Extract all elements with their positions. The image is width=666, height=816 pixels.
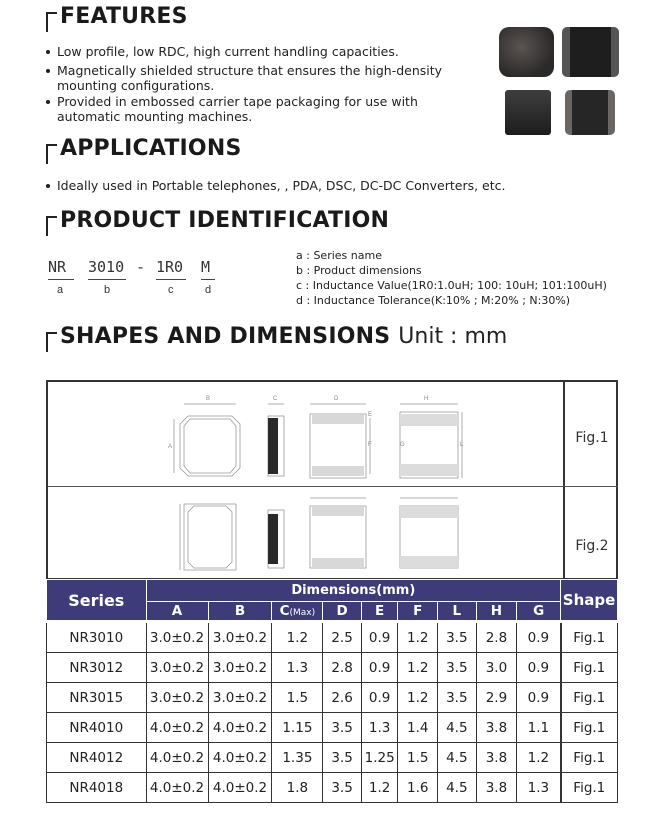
dimension-cell: 3.8 bbox=[476, 713, 517, 743]
dimension-cell: 3.5 bbox=[438, 683, 477, 713]
col-header: G bbox=[517, 602, 561, 622]
table-row bbox=[47, 773, 618, 803]
fig2-drawing bbox=[48, 490, 564, 576]
dimension-cell: 4.0±0.2 bbox=[146, 713, 208, 743]
identification-heading bbox=[46, 206, 389, 236]
dimension-cell: 1.5 bbox=[398, 743, 438, 773]
figure-separator bbox=[48, 486, 618, 487]
dimension-cell: 0.9 bbox=[361, 622, 398, 653]
dimensions-title: SHAPES AND DIMENSIONS bbox=[60, 324, 391, 349]
dimension-cell: 4.5 bbox=[438, 743, 477, 773]
dimension-cell: 4.0±0.2 bbox=[208, 773, 272, 803]
dimension-cell: 1.3 bbox=[517, 773, 561, 803]
dimension-cell: 3.0 bbox=[476, 653, 517, 683]
dim-letter: F bbox=[368, 442, 372, 448]
dimension-cell: 1.2 bbox=[517, 743, 561, 773]
dimension-cell: 0.9 bbox=[361, 653, 398, 683]
dimension-cell: 1.25 bbox=[361, 743, 398, 773]
code-label: c bbox=[168, 284, 174, 296]
dimension-cell: 1.3 bbox=[272, 653, 323, 683]
series-cell: NR3010 bbox=[47, 622, 147, 653]
fig2-label: Fig.2 bbox=[575, 538, 609, 554]
col-header: E bbox=[361, 602, 398, 622]
heading-bracket bbox=[46, 216, 57, 236]
heading-bracket bbox=[46, 12, 57, 32]
series-cell: NR4010 bbox=[47, 713, 147, 743]
identification-legend bbox=[296, 248, 607, 308]
dimension-cell: 3.0±0.2 bbox=[208, 653, 272, 683]
list-item: Ideally used in Portable telephones, , PDA, DSC, DC-DC Converters, etc. bbox=[46, 178, 606, 193]
heading-bracket bbox=[46, 332, 57, 352]
col-header-note: (Max) bbox=[289, 608, 316, 618]
dimension-cell: 1.2 bbox=[398, 622, 438, 653]
code-underline bbox=[201, 279, 215, 280]
dimension-cell: 4.0±0.2 bbox=[208, 713, 272, 743]
dim-letter: C bbox=[273, 396, 278, 402]
legend-item: a : Series name bbox=[296, 249, 382, 262]
code-underline bbox=[88, 279, 126, 280]
series-cell: NR3015 bbox=[47, 683, 147, 713]
dimension-cell: 3.8 bbox=[476, 773, 517, 803]
dimension-cell: 3.5 bbox=[323, 713, 362, 743]
inductor-photo bbox=[565, 90, 615, 135]
dimension-cell: 1.2 bbox=[398, 653, 438, 683]
dimension-cell: 4.0±0.2 bbox=[146, 743, 208, 773]
table-body bbox=[47, 622, 618, 803]
dimension-cell: 3.0±0.2 bbox=[146, 653, 208, 683]
legend-item: d : Inductance Tolerance(K:10% ; M:20% ; N:30%) bbox=[296, 294, 571, 307]
col-header: D bbox=[323, 602, 362, 622]
dimension-cell: 3.0±0.2 bbox=[208, 622, 272, 653]
dimension-cell: 1.15 bbox=[272, 713, 323, 743]
series-header: Series bbox=[47, 580, 147, 622]
dimension-cell: 1.2 bbox=[398, 683, 438, 713]
col-header: B bbox=[208, 602, 272, 622]
dim-letter: D bbox=[334, 396, 339, 402]
col-header-label: C bbox=[279, 603, 290, 619]
dimension-cell: 1.2 bbox=[361, 773, 398, 803]
series-cell: NR4012 bbox=[47, 743, 147, 773]
dimension-cell: 4.5 bbox=[438, 773, 477, 803]
shape-cell: Fig.1 bbox=[561, 653, 618, 683]
figure-box bbox=[46, 380, 618, 580]
fig1-drawing bbox=[48, 388, 564, 484]
winding-mark bbox=[268, 418, 278, 474]
series-cell: NR4018 bbox=[47, 773, 147, 803]
legend-item: c : Inductance Value(1R0:1.0uH; 100: 10uH; 101:100uH) bbox=[296, 279, 607, 292]
table-row bbox=[47, 713, 618, 743]
inductor-photo bbox=[562, 27, 619, 77]
list-item: Provided in embossed carrier tape packaging for use with automatic mounting machines. bbox=[46, 94, 427, 124]
code-underline bbox=[48, 279, 74, 280]
code-dimensions: 3010 bbox=[88, 258, 125, 276]
dimension-cell: 0.9 bbox=[517, 683, 561, 713]
shape-header: Shape bbox=[561, 580, 618, 622]
dim-letter: A bbox=[168, 444, 173, 450]
dimension-cell: 2.8 bbox=[323, 653, 362, 683]
heading-bracket bbox=[46, 144, 57, 164]
dim-letter: H bbox=[424, 396, 429, 402]
table-row bbox=[47, 743, 618, 773]
legend-item: b : Product dimensions bbox=[296, 264, 422, 277]
dimension-cell: 3.8 bbox=[476, 743, 517, 773]
applications-list bbox=[46, 178, 606, 193]
shape-cell: Fig.1 bbox=[561, 773, 618, 803]
code-tolerance: M bbox=[201, 258, 211, 276]
winding-mark bbox=[268, 514, 278, 564]
dimension-cell: 4.0±0.2 bbox=[208, 743, 272, 773]
dimension-cell: 2.8 bbox=[476, 622, 517, 653]
code-label: d bbox=[205, 284, 212, 296]
col-header: A bbox=[146, 602, 208, 622]
dimension-cell: 3.0±0.2 bbox=[146, 622, 208, 653]
inductor-photo bbox=[499, 27, 554, 77]
dimension-cell: 3.5 bbox=[323, 743, 362, 773]
dimension-cell: 1.4 bbox=[398, 713, 438, 743]
dimensions-header: Dimensions(mm) bbox=[146, 580, 561, 602]
dimension-cell: 1.1 bbox=[517, 713, 561, 743]
series-cell: NR3012 bbox=[47, 653, 147, 683]
inductor-photo bbox=[505, 90, 551, 135]
features-list bbox=[46, 44, 446, 124]
features-title: FEATURES bbox=[60, 4, 188, 29]
shape-cell: Fig.1 bbox=[561, 622, 618, 653]
dimension-cell: 3.5 bbox=[438, 622, 477, 653]
dimension-cell: 1.8 bbox=[272, 773, 323, 803]
col-header: H bbox=[476, 602, 517, 622]
code-underline bbox=[156, 279, 186, 280]
shape-cell: Fig.1 bbox=[561, 713, 618, 743]
dimension-cell: 3.5 bbox=[323, 773, 362, 803]
dimension-cell: 3.0±0.2 bbox=[208, 683, 272, 713]
dimensions-unit: Unit : mm bbox=[398, 324, 508, 349]
code-label: b bbox=[104, 284, 111, 296]
dimensions-table bbox=[46, 579, 618, 803]
dimension-cell: 1.6 bbox=[398, 773, 438, 803]
dimension-cell: 0.9 bbox=[361, 683, 398, 713]
table-row bbox=[47, 683, 618, 713]
list-item: Low profile, low RDC, high current handling capacities. bbox=[46, 44, 446, 59]
dimension-cell: 2.5 bbox=[323, 622, 362, 653]
dimension-cell: 3.0±0.2 bbox=[146, 683, 208, 713]
applications-title: APPLICATIONS bbox=[60, 136, 242, 161]
code-label: a bbox=[57, 284, 64, 296]
dimension-cell: 1.3 bbox=[361, 713, 398, 743]
features-heading bbox=[46, 2, 188, 32]
dimension-cell: 1.35 bbox=[272, 743, 323, 773]
shape-cell: Fig.1 bbox=[561, 743, 618, 773]
dimension-cell: 0.9 bbox=[517, 622, 561, 653]
identification-title: PRODUCT IDENTIFICATION bbox=[60, 208, 390, 233]
dimension-cell: 4.5 bbox=[438, 713, 477, 743]
table-row bbox=[47, 653, 618, 683]
dimension-cell: 1.5 bbox=[272, 683, 323, 713]
applications-heading bbox=[46, 134, 242, 164]
code-inductance: 1R0 bbox=[156, 258, 184, 276]
table-row bbox=[47, 622, 618, 653]
dimension-cell: 2.9 bbox=[476, 683, 517, 713]
dimension-cell: 0.9 bbox=[517, 653, 561, 683]
code-series: NR bbox=[48, 258, 67, 276]
dimensions-heading bbox=[46, 322, 507, 352]
dimension-cell: 4.0±0.2 bbox=[146, 773, 208, 803]
dim-letter: L bbox=[460, 442, 464, 448]
col-header: F bbox=[398, 602, 438, 622]
dim-letter: G bbox=[400, 442, 405, 448]
col-header: L bbox=[438, 602, 477, 622]
code-dash: - bbox=[136, 258, 146, 276]
list-item: Magnetically shielded structure that ensures the high-density mounting configurations. bbox=[46, 63, 446, 93]
shape-cell: Fig.1 bbox=[561, 683, 618, 713]
dim-letter: E bbox=[368, 412, 373, 418]
dim-letter: B bbox=[206, 396, 211, 402]
dimension-cell: 1.2 bbox=[272, 622, 323, 653]
fig1-label: Fig.1 bbox=[575, 430, 609, 446]
col-header bbox=[272, 602, 323, 622]
dimension-cell: 3.5 bbox=[438, 653, 477, 683]
dimension-cell: 2.6 bbox=[323, 683, 362, 713]
